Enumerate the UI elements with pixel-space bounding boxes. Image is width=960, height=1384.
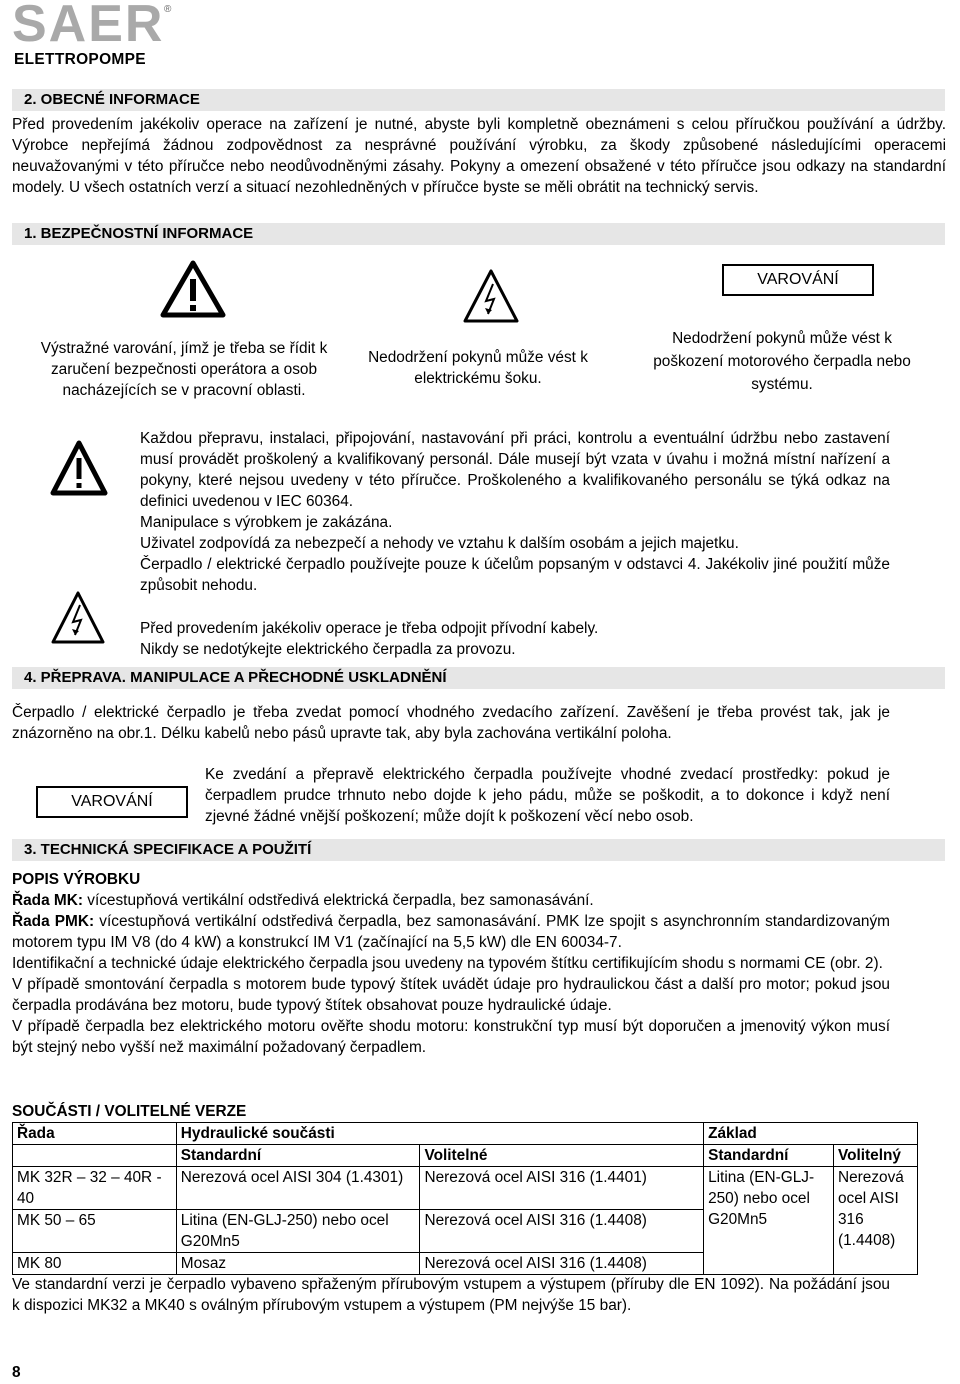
safety-general-block bbox=[140, 428, 890, 596]
table-header-base: Základ bbox=[704, 1123, 918, 1145]
series-mk-line bbox=[12, 890, 890, 911]
table-cell-optional: Nerezová ocel AISI 316 (1.4408) bbox=[420, 1253, 704, 1275]
transport-warning-text: Ke zvedání a přepravě elektrického čerpadla používejte vhodné zvedací prostředky: pokud je čerpadlem prudce trhnuto nebo dojde k jeho pádu, může se poškodit, a to dokonce i když není zjevné žádné vnější poškození; může dojít k poškození věcí nebo osob. bbox=[205, 766, 890, 825]
table-cell-optional: Nerezová ocel AISI 316 (1.4401) bbox=[420, 1167, 704, 1210]
motor-check-text: V případě čerpadla bez elektrického motoru ověřte shodu motoru: konstrukční typ musí být doporučen a jmenovitý výkon musí být stejný nebo vyšší než maximální požadovaný čerpadlem. bbox=[12, 1018, 890, 1056]
section-2-text: Před provedením jakékoliv operace na zařízení je nutné, abyste byli kompletně obeznámeni s celou příručkou používání a údržby. Výrobce nepřejímá žádnou zodpovědnost za nesprávné používání výrobku, za škody způsobené následujícími operacemi neuvažovanými v této příručce nebo neodůvodněnými zásahy. Pokyny a omezení obsažené v této příručce jsou odkazy na standardní modely. U všech ostatních verzí a situací nezohledněných v příručce byste se měli obrátit na technický servis. bbox=[12, 116, 946, 196]
general-warning-icon-large bbox=[50, 440, 108, 498]
table-header-row-1 bbox=[13, 1123, 918, 1145]
table-cell-standard: Litina (EN-GLJ-250) nebo ocel G20Mn5 bbox=[176, 1210, 420, 1253]
table-header-empty bbox=[13, 1145, 177, 1167]
electric-hazard-icon-large bbox=[50, 590, 106, 646]
section-4-heading: 4. PŘEPRAVA. MANIPULACE A PŘECHODNÉ USKLADNĚNÍ bbox=[12, 667, 945, 689]
table-cell-series: MK 50 – 65 bbox=[13, 1210, 177, 1253]
series-mk-text: vícestupňová vertikální odstředivá elektrická čerpadla, bez samonasávání. bbox=[82, 892, 594, 909]
logo-subtitle: ELETTROPOMPE bbox=[14, 51, 146, 68]
page-number: 8 bbox=[12, 1364, 21, 1381]
table-header-series: Řada bbox=[13, 1123, 177, 1145]
table-cell-series: MK 80 bbox=[13, 1253, 177, 1275]
safety-line-manipulation: Manipulace s výrobkem je zakázána. bbox=[140, 514, 393, 531]
table-cell-series: MK 32R – 32 – 40R - 40 bbox=[13, 1167, 177, 1210]
nameplate-text: V případě smontování čerpadla s motorem bude typový štítek uvádět údaje pro hydraulickou část a další pro motor; pokud jsou čerpadla prodávána bez motoru, bude typový štítek obsahovat pouze hydraulické údaje. bbox=[12, 976, 890, 1014]
product-description-heading: POPIS VÝROBKU bbox=[12, 871, 141, 888]
section-3-heading: 3. TECHNICKÁ SPECIFIKACE A POUŽITÍ bbox=[12, 839, 945, 861]
parts-table bbox=[12, 1122, 918, 1275]
logo-main: SAER bbox=[12, 0, 165, 53]
flange-note: Ve standardní verzi je čerpadlo vybaveno spřaženým přírubovým vstupem a výstupem (příruby dle EN 1092). Na požádání jsou k dispozici MK32 a MK40 s oválným přírubovým vstupem a výstupem (PM nejvýše 15 bar). bbox=[12, 1276, 890, 1314]
table-header-base-optional: Volitelný bbox=[833, 1145, 917, 1167]
series-pmk-label: Řada PMK: bbox=[12, 913, 95, 930]
table-cell-base-standard: Litina (EN-GLJ-250) nebo ocel G20Mn5 bbox=[704, 1167, 834, 1275]
warning-caption-damage: Nedodržení pokynů může vést k poškození motorového čerpadla nebo systému. bbox=[653, 330, 911, 393]
electric-line-disconnect: Před provedením jakékoliv operace je třeba odpojit přívodní kabely. bbox=[140, 620, 599, 637]
safety-line-personnel: Každou přepravu, instalaci, připojování, nastavování při práci, kontrolu a eventuální údržbu nebo zastavení musí provádět proškolený a kvalifikovaný personál. Dále musejí být vzata v úvahu i možná místní nařízení a pokyny, které nejsou uvedeny v této příručce. Proškoleného a kvalifikovaného personálu se týká odkaz na definici uvedenou v IEC 60364. bbox=[140, 430, 890, 510]
warning-label-box: VAROVÁNÍ bbox=[722, 264, 874, 296]
electric-safety-block bbox=[140, 618, 890, 660]
table-cell-standard: Nerezová ocel AISI 304 (1.4301) bbox=[176, 1167, 420, 1210]
table-cell-optional: Nerezová ocel AISI 316 (1.4408) bbox=[420, 1210, 704, 1253]
series-pmk-text: vícestupňová vertikální odstředivá čerpadla, bez samonasávání. PMK lze spojit s asynchronním standardizovaným motorem typu IM V8 (do 4 kW) a konstrukcí IM V1 (začínající na 5,5 kW) dle EN 60034-7. bbox=[12, 913, 890, 951]
series-mk-label: Řada MK: bbox=[12, 892, 83, 909]
product-description-block bbox=[12, 890, 890, 1058]
warning-caption-safety: Výstražné varování, jímž je třeba se řídit k zaručení bezpečnosti operátora a osob nacházejících se v pracovní oblasti. bbox=[40, 340, 328, 399]
series-pmk-line bbox=[12, 911, 890, 953]
general-warning-icon bbox=[160, 260, 226, 318]
table-row bbox=[13, 1167, 918, 1210]
table-header-base-standard: Standardní bbox=[704, 1145, 834, 1167]
table-cell-base-optional: Nerezová ocel AISI 316 (1.4408) bbox=[833, 1167, 917, 1275]
identification-text: Identifikační a technické údaje elektrického čerpadla jsou uvedeny na typovém štítku certifikujícím shodu s normami CE (obr. 2). bbox=[12, 955, 883, 972]
safety-line-responsibility: Uživatel zodpovídá za nebezpečí a nehody ve vztahu k dalším osobám a jejich majetku. bbox=[140, 535, 739, 552]
section-2-heading: 2. OBECNÉ INFORMACE bbox=[12, 89, 945, 111]
electric-line-no-touch: Nikdy se nedotýkejte elektrického čerpadla za provozu. bbox=[140, 641, 516, 658]
table-cell-standard: Mosaz bbox=[176, 1253, 420, 1275]
saer-logo bbox=[12, 2, 172, 68]
table-header-optional: Volitelné bbox=[420, 1145, 704, 1167]
warning-caption-electric: Nedodržení pokynů může vést k elektrickému šoku. bbox=[368, 349, 588, 387]
table-header-row-2 bbox=[13, 1145, 918, 1167]
logo-registered: ® bbox=[164, 4, 172, 15]
safety-line-usage: Čerpadlo / elektrické čerpadlo používejte pouze k účelům popsaným v odstavci 4. Jakékoliv jiné použití může způsobit nehodu. bbox=[140, 556, 890, 594]
table-header-hydraulic: Hydraulické součásti bbox=[176, 1123, 703, 1145]
parts-heading: SOUČÁSTI / VOLITELNÉ VERZE bbox=[12, 1103, 247, 1120]
table-header-standard: Standardní bbox=[176, 1145, 420, 1167]
electric-hazard-icon bbox=[462, 268, 520, 324]
section-4-text: Čerpadlo / elektrické čerpadlo je třeba zvedat pomocí vhodného zvedacího zařízení. Zavěšení je třeba provést tak, jak je znázorněno na obr.1. Délku kabelů nebo pásů upravte tak, aby byla zachována vertikální poloha. bbox=[12, 704, 890, 742]
section-1-heading: 1. BEZPEČNOSTNÍ INFORMACE bbox=[12, 223, 945, 245]
transport-warning-box: VAROVÁNÍ bbox=[36, 786, 188, 818]
